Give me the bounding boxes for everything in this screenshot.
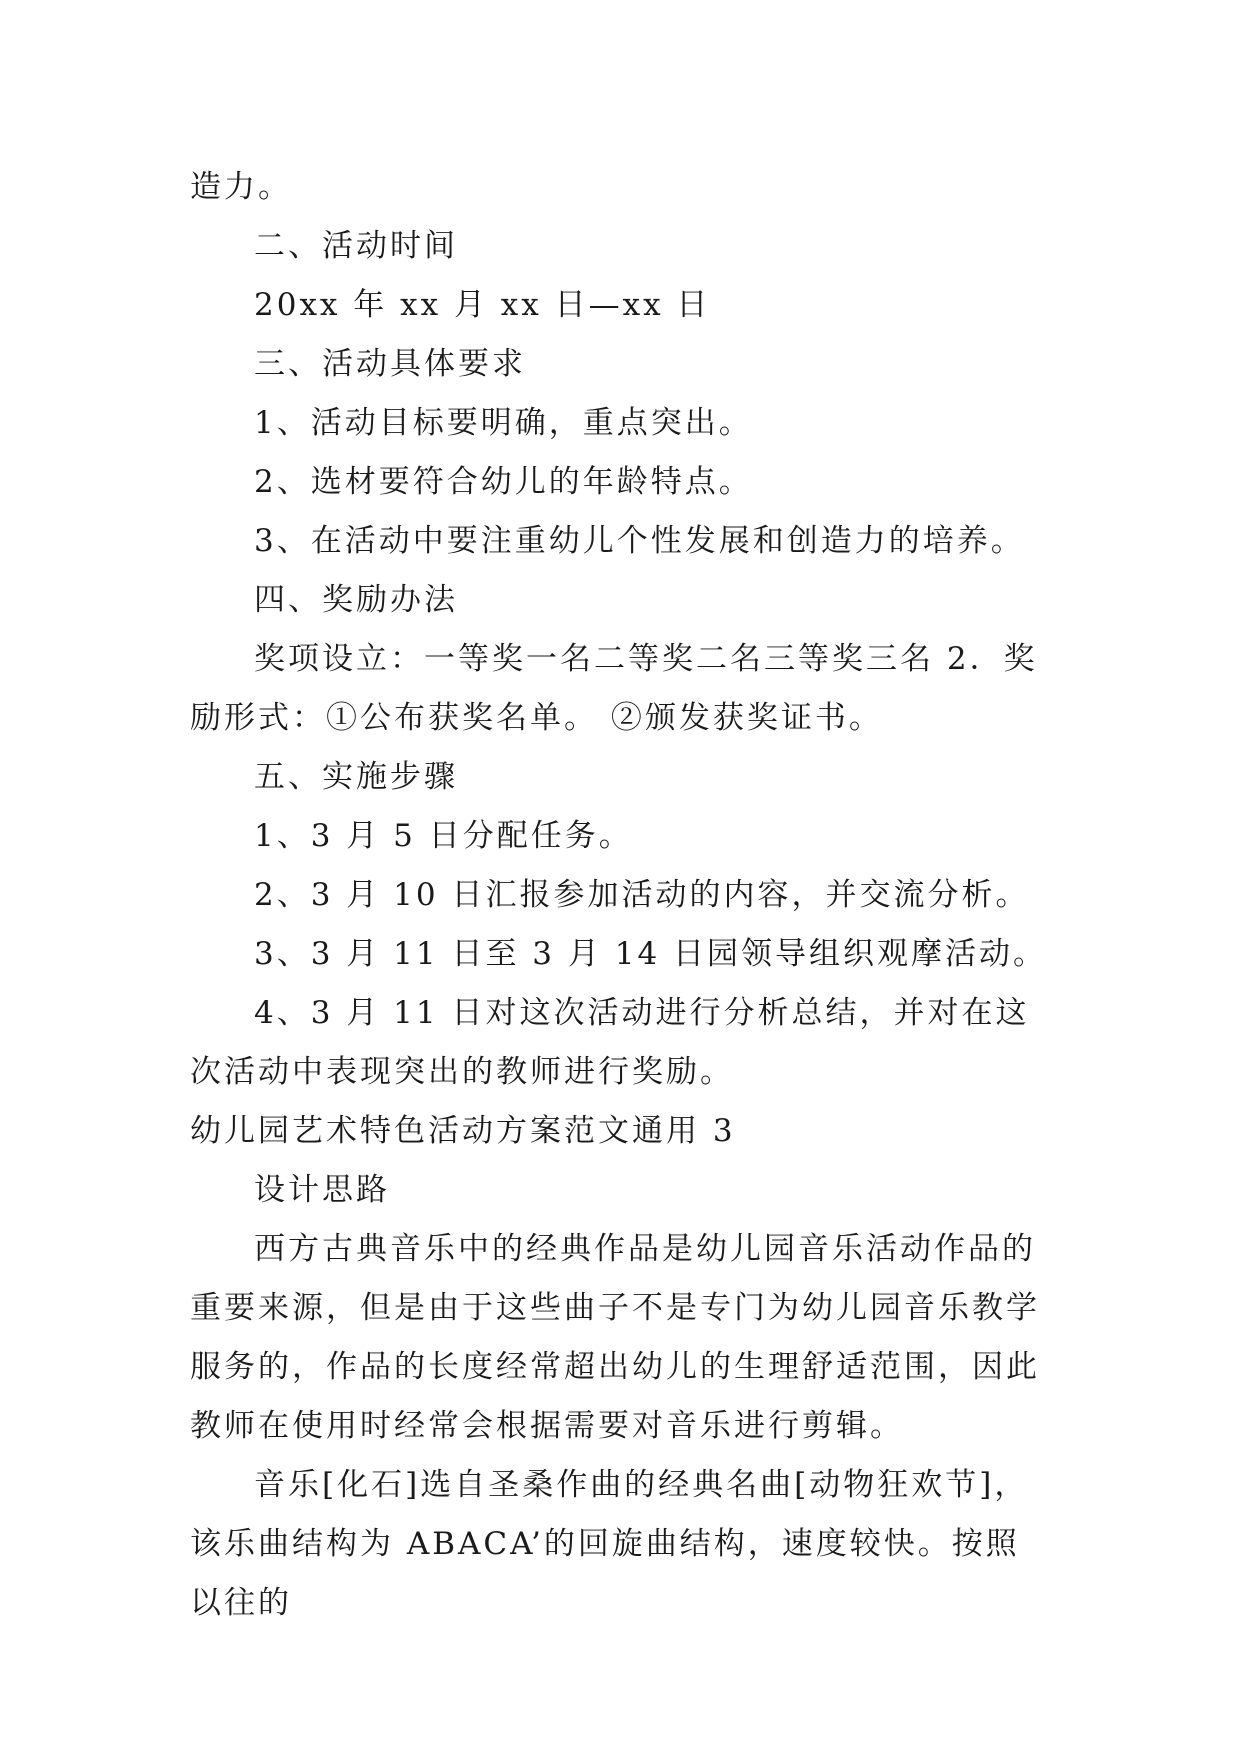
- document-body: [190, 158, 1052, 1633]
- paragraph-continuation: 造力。: [190, 169, 292, 205]
- step-item: 3、3 月 11 日至 3 月 14 日园领导组织观摩活动。: [254, 936, 1048, 972]
- activity-date-range: 20xx 年 xx 月 xx 日—xx 日: [254, 287, 711, 323]
- requirement-item: 1、活动目标要明确，重点突出。: [254, 405, 753, 441]
- section-heading-requirements: 三、活动具体要求: [254, 346, 526, 382]
- rewards-paragraph: 奖项设立：一等奖一名二等奖二名三等奖三名 2．奖励形式：①公布获奖名单。 ②颁发获奖证书。: [190, 641, 1038, 736]
- requirement-item: 2、选材要符合幼儿的年龄特点。: [254, 464, 753, 500]
- body-paragraph: 音乐[化石]选自圣桑作曲的经典名曲[动物狂欢节]，该乐曲结构为 ABACA’的回旋曲结构，速度较快。按照以往的: [190, 1467, 1029, 1621]
- step-item: 1、3 月 5 日分配任务。: [254, 818, 633, 854]
- requirement-item: 3、在活动中要注重幼儿个性发展和创造力的培养。: [254, 523, 1025, 559]
- body-paragraph: 西方古典音乐中的经典作品是幼儿园音乐活动作品的重要来源，但是由于这些曲子不是专门为幼儿园音乐教学服务的，作品的长度经常超出幼儿的生理舒适范围，因此教师在使用时经常会根据需要对音乐进行剪辑。: [190, 1231, 1040, 1444]
- section-heading-rewards: 四、奖励办法: [254, 582, 458, 618]
- section-heading-activity-time: 二、活动时间: [254, 228, 458, 264]
- subheading-design-idea: 设计思路: [254, 1172, 390, 1208]
- document-section-title: 幼儿园艺术特色活动方案范文通用 3: [190, 1113, 736, 1149]
- section-heading-steps: 五、实施步骤: [254, 759, 458, 795]
- step-item: 2、3 月 10 日汇报参加活动的内容，并交流分析。: [254, 877, 1030, 913]
- step-item: 4、3 月 11 日对这次活动进行分析总结，并对在这次活动中表现突出的教师进行奖励。: [190, 995, 1030, 1090]
